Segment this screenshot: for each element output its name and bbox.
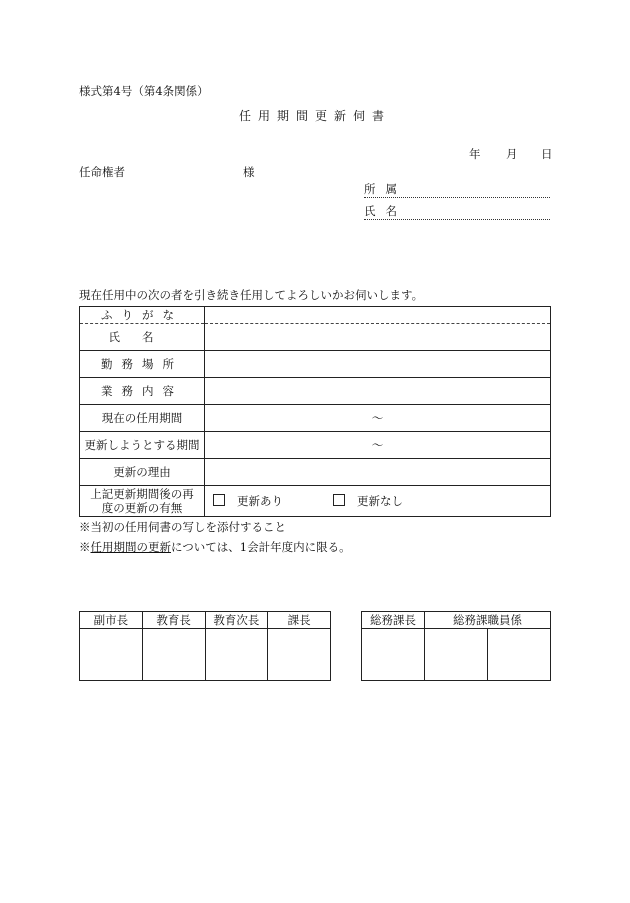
date-day-label: 日 [541, 147, 553, 161]
seal-box[interactable] [142, 629, 205, 681]
note-period-limit [79, 539, 351, 555]
renewal-period-label: 更新しようとする期間 [80, 432, 205, 459]
renewal-no-label: 更新なし [357, 494, 403, 508]
table-row [80, 486, 551, 517]
table-row [80, 459, 551, 486]
note-attach-copy: ※当初の任用伺書の写しを添付すること [79, 520, 286, 534]
current-period-field[interactable] [205, 405, 551, 432]
affiliation-line [364, 197, 550, 198]
date-year-label: 年 [469, 147, 481, 161]
table-row [80, 405, 551, 432]
table-row [80, 378, 551, 405]
workplace-field[interactable] [205, 351, 551, 378]
applicant-name-label: 氏名 [364, 204, 407, 218]
document-title: 任用期間更新伺書 [238, 109, 391, 123]
reason-field[interactable] [205, 459, 551, 486]
re-renewal-options [205, 486, 551, 517]
table-row [80, 612, 331, 629]
duties-field[interactable] [205, 378, 551, 405]
current-period-label: 現在の任用期間 [80, 405, 205, 432]
approval-header: 教育次長 [205, 612, 268, 629]
table-row [362, 612, 551, 629]
seal-box[interactable] [362, 629, 425, 681]
table-row [80, 432, 551, 459]
seal-box[interactable] [80, 629, 143, 681]
approval-seal-table-right [361, 611, 551, 681]
addressee-honorific: 様 [243, 165, 255, 179]
intro-text: 現在任用中の次の者を引き続き任用してよろしいかお伺いします。 [79, 288, 424, 302]
furigana-field[interactable] [205, 307, 551, 324]
date-month-label: 月 [506, 147, 518, 161]
re-renewal-label [80, 486, 205, 517]
name-field[interactable] [205, 324, 551, 351]
re-renewal-label-line2: 度の更新の有無 [101, 501, 183, 515]
approval-seal-table-left [79, 611, 331, 681]
renewal-period-field[interactable] [205, 432, 551, 459]
renewal-period-separator: ～ [371, 438, 384, 452]
table-row [80, 351, 551, 378]
reason-label: 更新の理由 [80, 459, 205, 486]
table-row [80, 324, 551, 351]
current-period-separator: ～ [371, 411, 384, 425]
affiliation-label: 所属 [364, 182, 407, 196]
seal-box[interactable] [488, 629, 551, 681]
approval-header: 教育長 [142, 612, 205, 629]
seal-box[interactable] [425, 629, 488, 681]
seal-box[interactable] [268, 629, 331, 681]
renewal-yes-label: 更新あり [237, 494, 283, 508]
workplace-label: 勤務場所 [80, 351, 205, 378]
form-number: 様式第4号（第4条関係） [79, 84, 209, 98]
seal-box[interactable] [205, 629, 268, 681]
approval-header: 課長 [268, 612, 331, 629]
table-row [80, 629, 331, 681]
approval-header: 総務課職員係 [425, 612, 551, 629]
renewal-no-checkbox[interactable] [333, 494, 345, 506]
renewal-yes-checkbox[interactable] [213, 494, 225, 506]
table-row [362, 629, 551, 681]
note2-underlined: 任用期間の更新 [90, 540, 171, 554]
furigana-label: ふりがな [80, 307, 205, 324]
re-renewal-label-line1: 上記更新期間後の再 [90, 487, 194, 501]
approval-header: 総務課長 [362, 612, 425, 629]
duties-label: 業務内容 [80, 378, 205, 405]
addressee-label: 任命権者 [79, 165, 125, 179]
renewal-info-table [79, 306, 551, 517]
applicant-name-line [364, 219, 550, 220]
note2-suffix: については、1会計年度内に限る。 [171, 540, 351, 554]
name-label: 氏名 [80, 324, 205, 351]
note2-prefix: ※ [79, 540, 91, 554]
table-row [80, 307, 551, 324]
approval-header: 副市長 [80, 612, 143, 629]
